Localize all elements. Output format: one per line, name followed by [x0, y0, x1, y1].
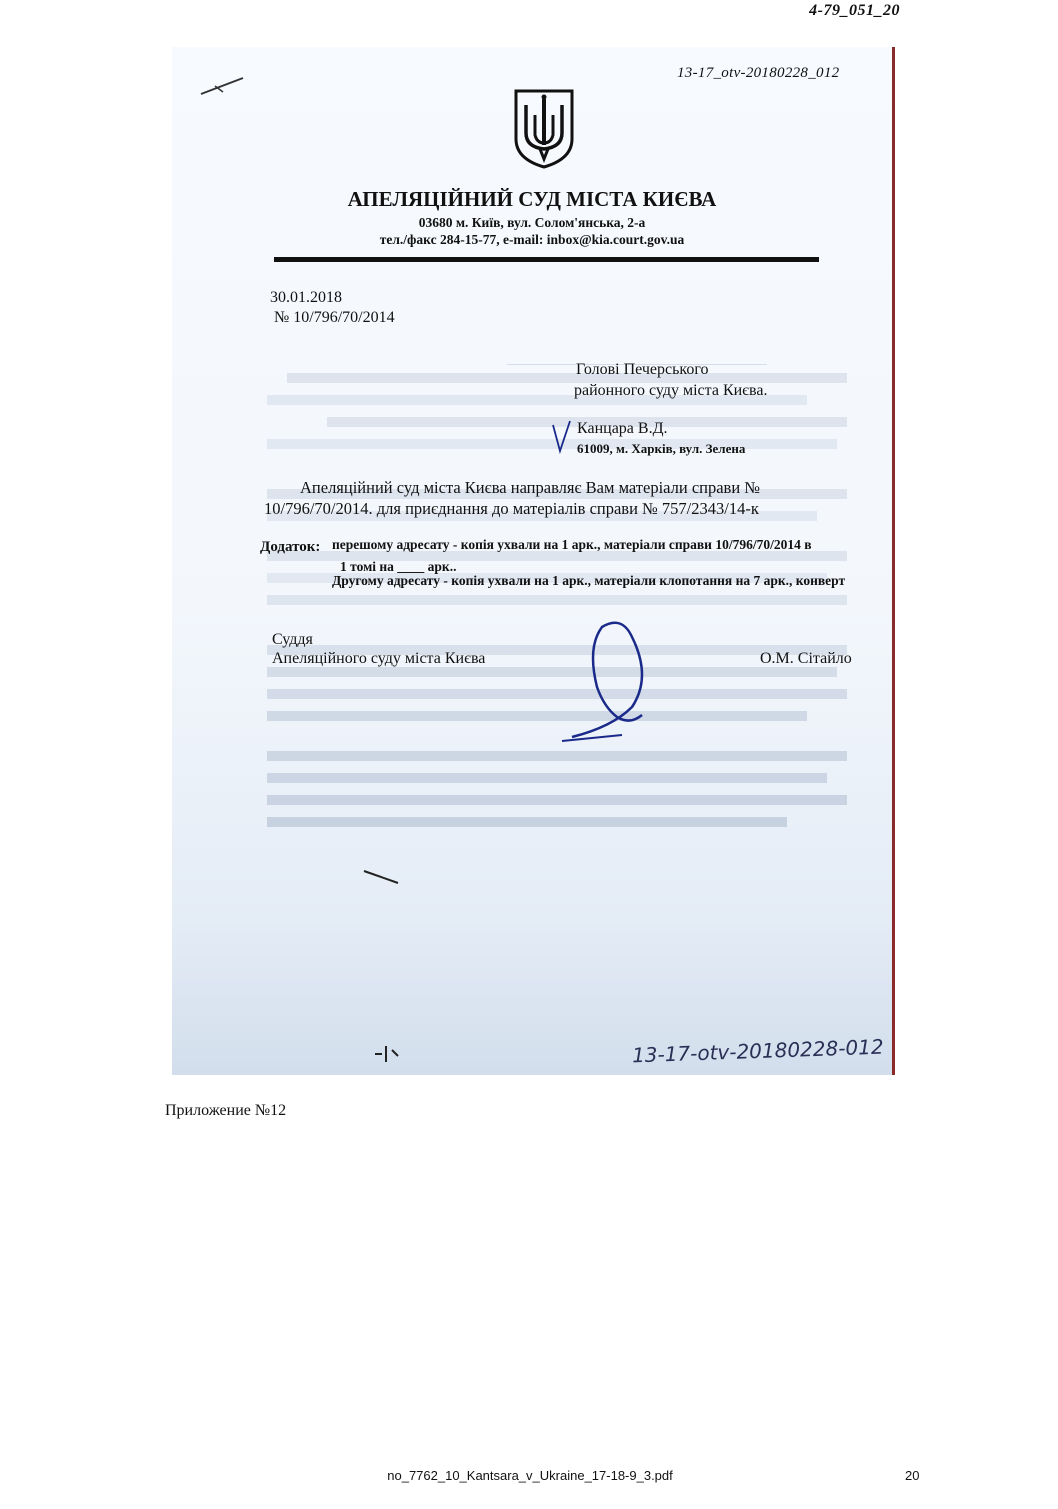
attachment-label: Додаток: [260, 539, 321, 555]
signer-name: О.М. Сітайло [760, 650, 852, 667]
scanned-letter [172, 47, 895, 1075]
court-contact: тел./факс 284-15-77, e-mail: inbox@kia.court.gov.ua [379, 232, 685, 247]
header-rule [274, 257, 819, 262]
body-line-2: 10/796/70/2014. для приєднання до матеріалів справи № 757/2343/14-к [264, 499, 759, 518]
appendix-caption: Приложение №12 [165, 1102, 287, 1119]
signer-title-2: Апеляційного суду міста Києва [272, 650, 486, 667]
check-mark [550, 419, 574, 455]
attachment-line-2: 1 томі на ____ арк.. [340, 559, 457, 574]
footer-filename: no_7762_10_Kantsara_v_Ukraine_17-18-9_3.pdf [387, 1468, 673, 1483]
pen-mark [362, 867, 402, 887]
document-reference: 13-17_otv-20180228_012 [677, 65, 840, 81]
attachment-line-1: перешому адресату - копія ухвали на 1 арк., матеріали справи 10/796/70/2014 в [332, 537, 812, 552]
page-reference: 4-79_051_20 [809, 2, 900, 19]
letter-number: № 10/796/70/2014 [274, 309, 395, 326]
coat-of-arms-icon [512, 87, 576, 171]
recipient-2-name: Канцара В.Д. [577, 420, 668, 437]
recipient-1-line-2: районного суду міста Києва. [574, 382, 768, 399]
signer-title-1: Суддя [272, 631, 313, 648]
recipient-1-line-1: Голові Печерського [576, 361, 709, 378]
court-address: 03680 м. Київ, вул. Солом'янська, 2-а [418, 215, 646, 230]
pen-mark [372, 1042, 402, 1064]
handwritten-reference: 13-17-otv-20180228-012 [631, 1034, 884, 1068]
court-name: АПЕЛЯЦІЙНИЙ СУД МІСТА КИЄВА [347, 187, 717, 211]
attachment-line-3: Другому адресату - копія ухвали на 1 арк., матеріали клопотання на 7 арк., конверт [332, 573, 846, 588]
recipient-2-address: 61009, м. Харків, вул. Зелена [577, 441, 746, 456]
footer-page-number: 20 [905, 1468, 920, 1483]
letter-date: 30.01.2018 [270, 289, 342, 306]
body-line-1: Апеляційний суд міста Києва направляє Вам матеріали справи № [300, 478, 761, 497]
signature [542, 607, 662, 747]
pen-mark [197, 72, 247, 102]
